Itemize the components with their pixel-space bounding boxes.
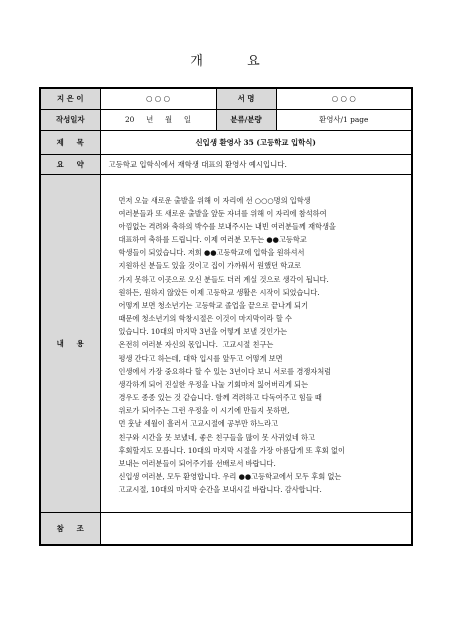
content-line: 신입생 여러분, 모두 환영합니다. 우리 ●●고등학교에서 모두 후회 없는 [118,471,342,481]
author-value: ○ ○ ○ [100,88,216,109]
content-line: 원하든, 원하지 않았든 이제 고등학교 생활은 시작이 되었습니다. [118,287,320,297]
reference-label: 참 조 [40,512,100,545]
content-line: 생각하게 되어 진실한 우정을 나눌 기회마저 잃어버리게 되는 [118,379,309,389]
content-line: 대표하여 축하를 드립니다. 이제 여러분 모두는 ●●고등학교 [118,235,307,245]
book-title-value: ○ ○ ○ [276,88,412,109]
content-line: 학생들이 되었습니다. 저희 ●●고등학교에 입학을 원하셔서 [118,248,305,258]
content-line: 아낌없는 격려와 축하의 박수를 보내주시는 내빈 여러분들께 재학생을 [118,222,336,232]
content-label: 내 용 [40,174,100,512]
date-label: 작성일자 [40,109,100,130]
summary-label: 요 약 [40,154,100,174]
subject-label: 제 목 [40,130,100,154]
content-line: 온전히 여러분 자신의 몫입니다. 고교시절 친구는 [118,340,274,350]
category-label: 분류/분량 [216,109,276,130]
content-line: 보내는 여러분들이 되어주기를 선배로서 바랍니다. [118,458,276,468]
page-title: 개 요 [190,54,280,69]
content-line: 먼저 오늘 새로운 출발을 위해 이 자리에 선 ○○○명의 입학생 [118,195,311,205]
author-label: 지 은 이 [40,88,100,109]
content-line: 있습니다. 10대의 마지막 3년을 어떻게 보낼 것인가는 [118,327,288,337]
content-line: 어떻게 보면 청소년기는 고등학교 졸업을 끝으로 끝나게 되기 [118,300,309,310]
content-text [119,194,402,497]
book-title-label: 서 명 [216,88,276,109]
subject-value: 신입생 환영사 35 (고등학교 입학식) [100,130,412,154]
reference-value [100,512,412,545]
date-row [40,109,412,130]
content-line: 때문에 청소년기의 학창시절은 이것이 마지막이라 할 수 [118,314,292,324]
content-line: 친구와 시간을 못 보냈네, 좋은 친구들을 많이 못 사귀었네 하고 [118,432,315,442]
reference-row [40,512,412,545]
category-value: 환영사/1 page [276,109,412,130]
summary-value: 고등학교 입학식에서 재학생 대표의 환영사 예시입니다. [100,154,412,174]
content-body [100,174,412,512]
content-line: 후회할지도 모릅니다. 10대의 마지막 시절을 가장 아름답게 또 후회 없이 [118,445,345,455]
content-line: 여러분들과 또 새로운 출발을 앞둔 자녀를 위해 이 자리에 참석하여 [118,208,327,218]
content-line: 가지 못하고 이곳으로 오신 분들도 더러 계실 것으로 생각이 됩니다. [118,274,329,284]
subject-row [40,130,412,154]
content-line: 고교시절, 10대의 마지막 순간을 보내시길 바랍니다. 감사합니다. [118,485,322,495]
summary-form-table [39,87,413,546]
summary-row [40,154,412,174]
content-line: 인생에서 가장 중요하다 할 수 있는 3년이다 보니 서로를 경쟁자처럼 [118,366,332,376]
content-line: 위로가 되어주는 그런 우정을 이 시기에 만들지 못하면, [118,406,290,416]
date-value: 20 년 월 일 [100,109,216,130]
content-line: 평생 간다고 하는데, 대학 입시를 앞두고 어떻게 보면 [118,353,283,363]
content-row [40,174,412,512]
content-line: 경우도 종종 있는 것 같습니다. 함께 격려하고 다독여주고 힘들 때 [118,393,322,403]
content-line: 먼 훗날 세월이 흘러서 고교시절에 공부만 하느라고 [118,419,279,429]
content-line: 지원하신 분들도 있을 것이고 집이 가까워서 원했던 학교로 [118,261,302,271]
author-row [40,88,412,109]
